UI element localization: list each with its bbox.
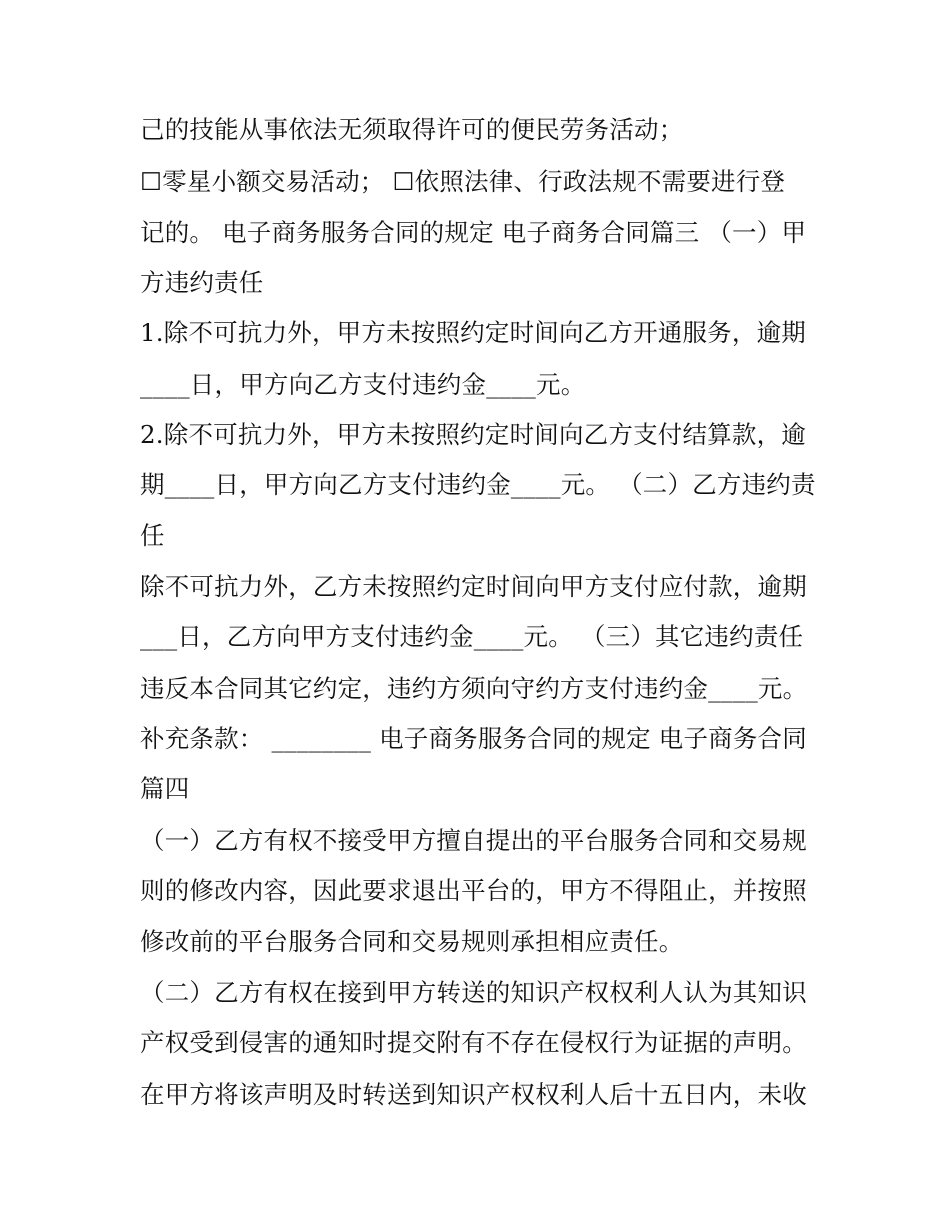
text-line: ____日，甲方向乙方支付违约金____元。 (140, 370, 586, 399)
text-line: 修改前的平台服务合同和交易规则承担相应责任。 (140, 927, 684, 956)
text-line: 己的技能从事依法无须取得许可的便民劳务活动； (140, 115, 684, 144)
text-line: 则的修改内容，因此要求退出平台的，甲方不得阻止，并按照 (140, 876, 807, 905)
text-line: 违反本合同其它约定，违约方须向守约方支付违约金____元。 (140, 674, 808, 703)
text-line: 在甲方将该声明及时转送到知识产权权利人后十五日内，未收 (140, 1080, 807, 1109)
text-line: 任 (140, 521, 165, 550)
text-line: 产权受到侵害的通知时提交附有不存在侵权行为证据的声明。 (140, 1028, 807, 1057)
text-line: （一）乙方有权不接受甲方擅自提出的平台服务合同和交易规 (140, 826, 807, 855)
text-line: 2.除不可抗力外，甲方未按照约定时间向乙方支付结算款，逾 (140, 420, 806, 449)
text-line: 除不可抗力外，乙方未按照约定时间向甲方支付应付款，逾期 (140, 572, 807, 601)
text-line: 1.除不可抗力外，甲方未按照约定时间向乙方开通服务，逾期 (140, 318, 806, 347)
text-line: 记的。 电子商务服务合同的规定 电子商务合同篇三 （一）甲 (140, 218, 807, 247)
text-line: 期____日，甲方向乙方支付违约金____元。 （二）乙方违约责 (140, 470, 816, 499)
text-line: ___日，乙方向甲方支付违约金____元。 （三）其它违约责任 (140, 622, 804, 651)
text-line: 补充条款： ________ 电子商务服务合同的规定 电子商务合同 (140, 724, 807, 753)
text-line: 方违约责任 (140, 268, 264, 297)
text-line: 篇四 (140, 774, 190, 803)
text-line: （二）乙方有权在接到甲方转送的知识产权权利人认为其知识 (140, 978, 807, 1007)
text-line: ☐零星小额交易活动； ☐依照法律、行政法规不需要进行登 (140, 167, 786, 196)
